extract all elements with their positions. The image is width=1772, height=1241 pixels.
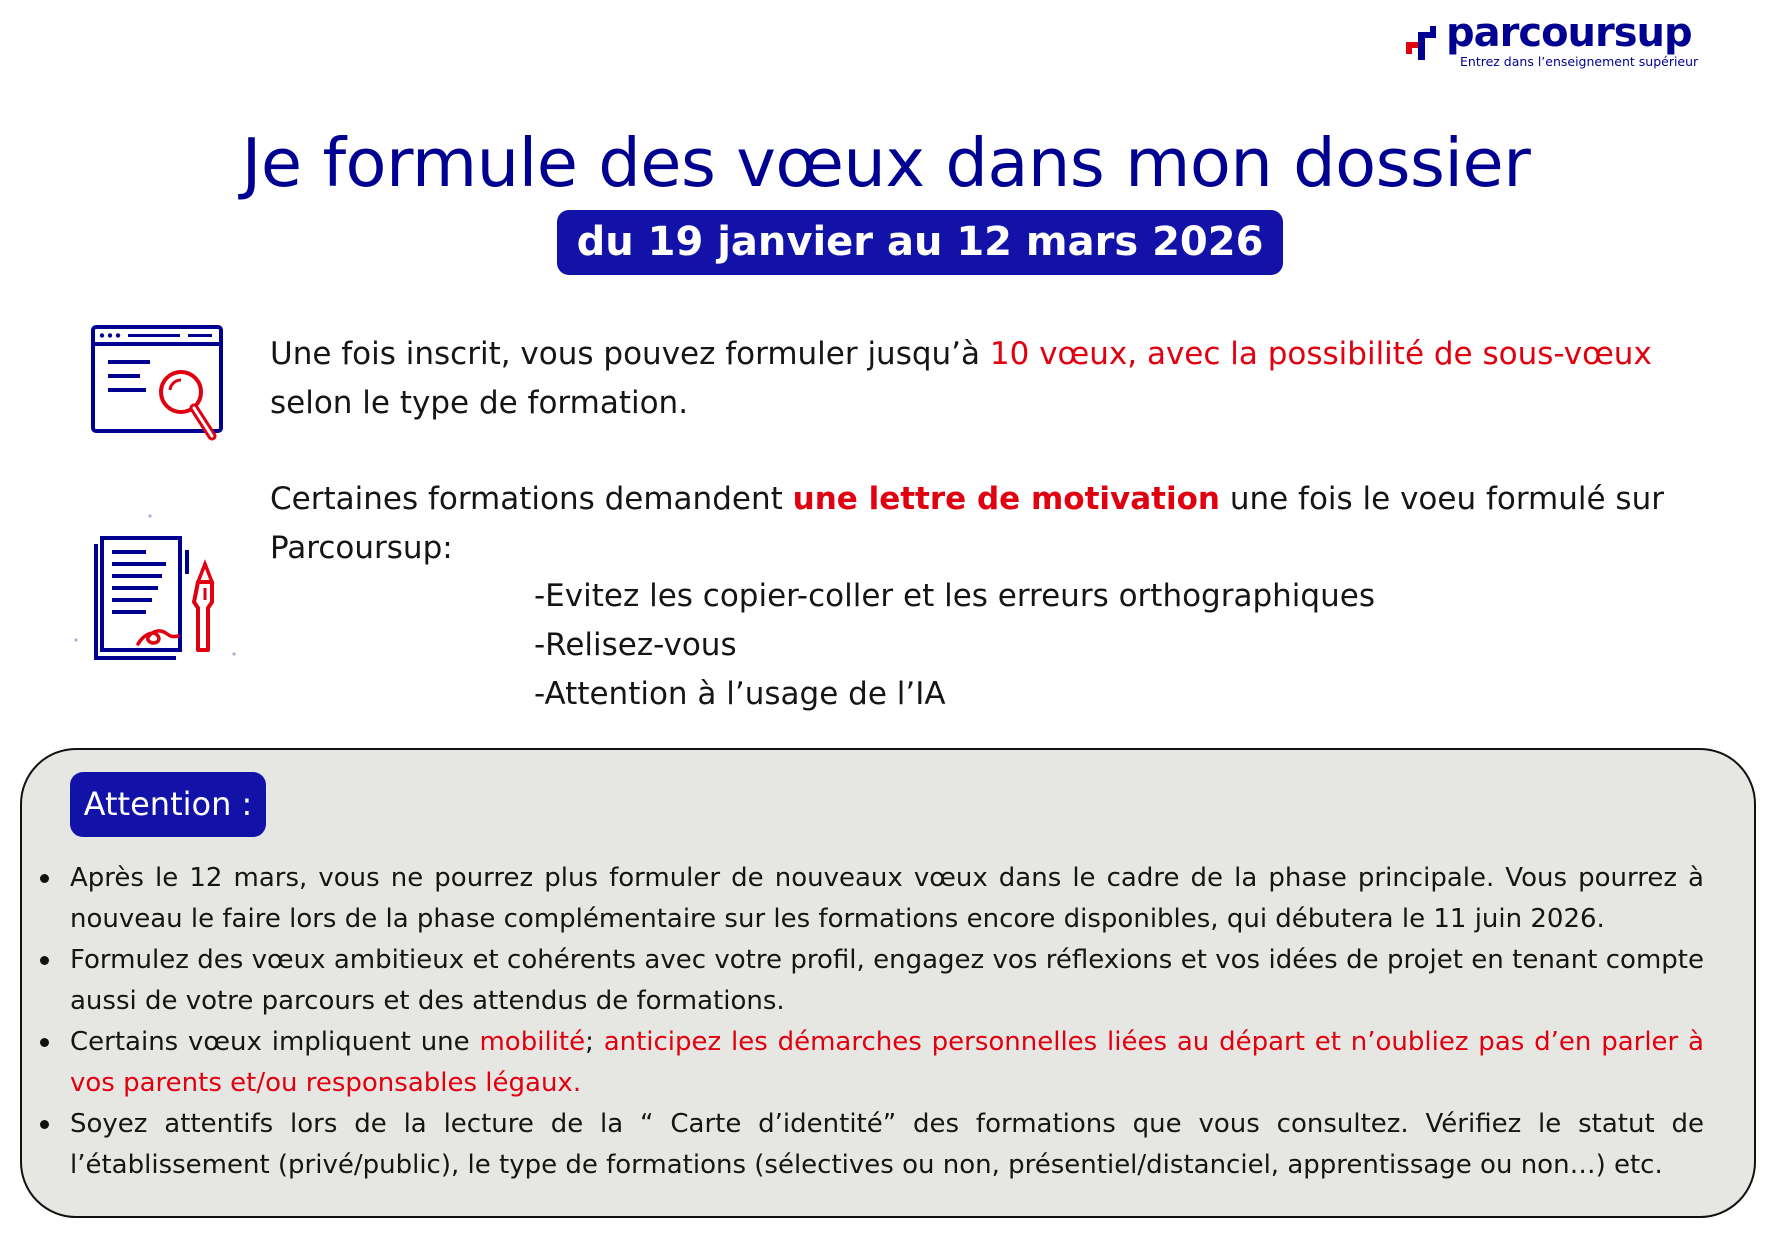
attention-item bbox=[34, 1104, 1704, 1186]
attention-item-text: Certains vœux impliquent une bbox=[70, 1027, 480, 1057]
lettre-tip: -Attention à l’usage de l’IA bbox=[534, 676, 946, 712]
attention-item-text: Formulez des vœux ambitieux et cohérents avec votre profil, engagez vos réflexions et vos idées de projet en tenant compte aussi de votre parcours et des attendus de formations. bbox=[70, 945, 1704, 1016]
attention-separator: ; bbox=[585, 1027, 604, 1057]
attention-item-text: Soyez attentifs lors de la lecture de la “ Carte d’identité” des formations que vous consultez. Vérifiez le statut de l’établissement (privé/public), le type de formations (sélectives ou non, présentiel/distanciel, apprentissage ou non…) etc. bbox=[70, 1109, 1704, 1180]
bullet-dot bbox=[40, 1038, 49, 1047]
lettre-paragraph bbox=[270, 475, 1710, 573]
attention-item bbox=[34, 1022, 1704, 1104]
attention-badge: Attention : bbox=[70, 772, 266, 837]
voeux-text-end: selon le type de formation. bbox=[270, 385, 689, 421]
attention-item-text: Après le 12 mars, vous ne pourrez plus formuler de nouveaux vœux dans le cadre de la phase principale. Vous pourrez à nouveau le faire lors de la phase complémentaire sur les formations encore disponibles, qui débutera le 11 juin 2026. bbox=[70, 863, 1704, 934]
bullet-dot bbox=[40, 956, 49, 965]
voeux-text-start: Une fois inscrit, vous pouvez formuler jusqu’à bbox=[270, 336, 990, 372]
date-range-badge: du 19 janvier au 12 mars 2026 bbox=[557, 210, 1283, 275]
attention-item bbox=[34, 858, 1704, 940]
page-title: Je formule des vœux dans mon dossier bbox=[241, 124, 1531, 202]
lettre-text-start: Certaines formations demandent bbox=[270, 481, 793, 517]
logo-tagline: Entrez dans l’enseignement supérieur bbox=[1460, 54, 1699, 69]
attention-list bbox=[34, 858, 1704, 1186]
logo-wordmark: parcoursup bbox=[1446, 10, 1692, 56]
lettre-tip: -Evitez les copier-coller et les erreurs orthographiques bbox=[534, 578, 1375, 614]
lettre-text-end: une fois le voeu formulé sur Parcoursup: bbox=[270, 481, 1664, 566]
letter-pen-icon bbox=[66, 510, 242, 670]
voeux-highlight: 10 vœux, avec la possibilité de sous-vœux bbox=[989, 336, 1652, 372]
lettre-tips-list bbox=[534, 572, 1534, 719]
lettre-highlight: une lettre de motivation bbox=[792, 481, 1220, 517]
parcoursup-logo[interactable] bbox=[1404, 12, 1734, 72]
mobility-highlight: mobilité bbox=[479, 1027, 586, 1057]
bullet-dot bbox=[40, 1120, 49, 1129]
browser-search-icon bbox=[90, 324, 225, 446]
attention-item bbox=[34, 940, 1704, 1022]
departure-highlight: anticipez les démarches personnelles liées au départ et n’oubliez pas d’en parler à vos parents et/ou responsables légaux. bbox=[70, 1027, 1704, 1098]
bullet-dot bbox=[40, 874, 49, 883]
lettre-tip: -Relisez-vous bbox=[534, 627, 737, 663]
voeux-paragraph bbox=[270, 330, 1710, 428]
parcoursup-logo-icon bbox=[1404, 20, 1444, 60]
